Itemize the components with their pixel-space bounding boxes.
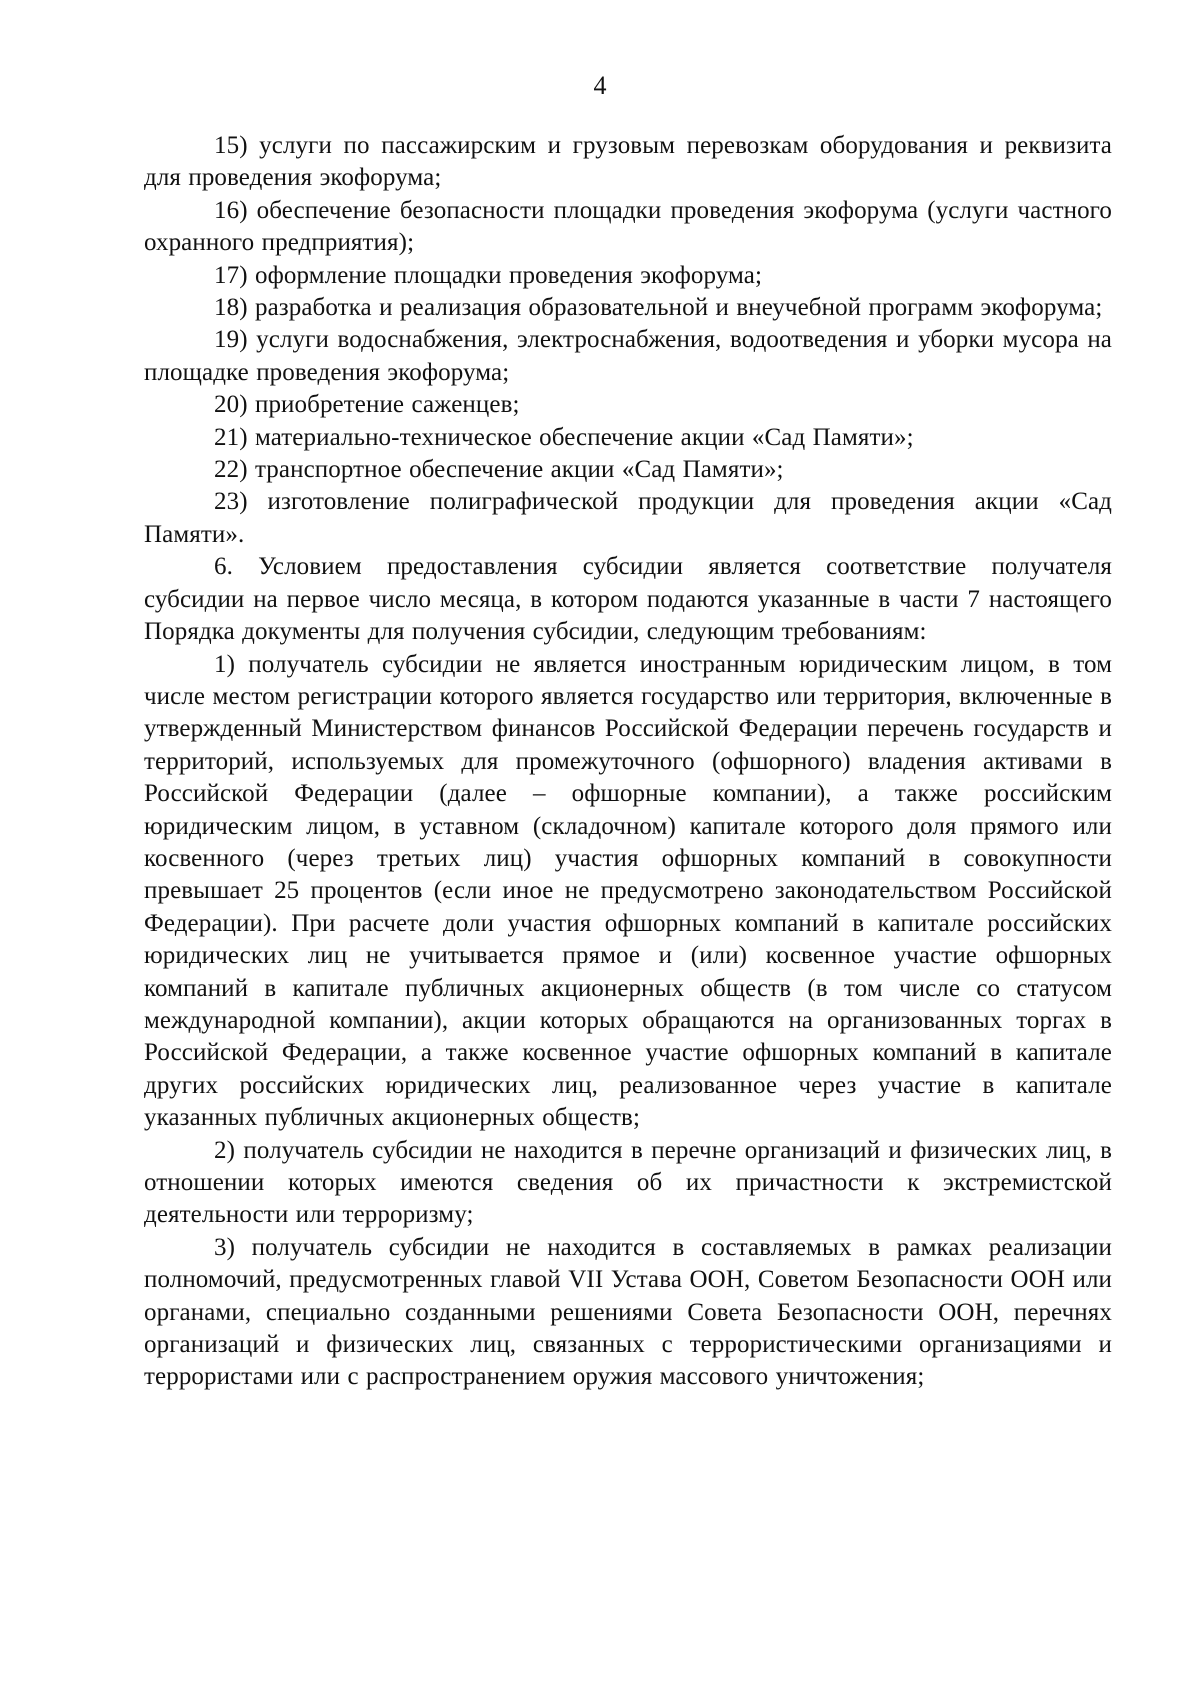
list-item-22: 22) транспортное обеспечение акции «Сад Памяти»; [214,456,784,484]
list-item-20: 20) приобретение саженцев; [214,391,520,419]
list-item-21: 21) материально-техническое обеспечение акции «Сад Памяти»; [214,423,914,451]
requirement-1: 1) получатель субсидии не является иностранным юридическим лицом, в том числе местом регистрации которого является государство или территория, включенные в утвержденный Министерством финансов Российской Федерации перечень государств и территорий, используемых для промежуточного (офшорного) владения активами в Российской Федерации (далее – офшорные компании), а также российским юридическим лицом, в уставном (складочном) капитале которого доля прямого или косвенного (через третьих лиц) участия офшорных компаний в совокупности превышает 25 процентов (если иное не предусмотрено законодательством Российской Федерации). При расчете доли участия офшорных компаний в капитале российских юридических лиц не учитывается прямое и (или) косвенное участие офшорных компаний в капитале публичных акционерных обществ (в том числе со статусом международной компании), акции которых обращаются на организованных торгах в Российской Федерации, а также косвенное участие офшорных компаний в капитале других российских юридических лиц, реализованное через участие в капитале указанных публичных акционерных обществ; [144,650,1112,1132]
section-6-paragraph: 6. Условием предоставления субсидии является соответствие получателя субсидии на первое число месяца, в котором подаются указанные в части 7 настоящего Порядка документы для получения субсидии, следующим требованиям: [144,553,1112,646]
list-item-23: 23) изготовление полиграфической продукции для проведения акции «Сад Памяти». [144,488,1112,548]
document-body [144,130,1112,1394]
requirement-3: 3) получатель субсидии не находится в составляемых в рамках реализации полномочий, предусмотренных главой VII Устава ООН, Советом Безопасности ООН или органами, специально созданными решениями Совета Безопасности ООН, перечнях организаций и физических лиц, связанных с террористическими организациями и террористами или с распространением оружия массового уничтожения; [144,1233,1112,1391]
list-item-18: 18) разработка и реализация образовательной и внеучебной программ экофорума; [214,294,1103,322]
page-number: 4 [593,71,607,100]
list-item-17: 17) оформление площадки проведения экофорума; [214,261,763,289]
list-item-19: 19) услуги водоснабжения, электроснабжения, водоотведения и уборки мусора на площадке проведения экофорума; [144,326,1112,386]
list-item-16: 16) обеспечение безопасности площадки проведения экофорума (услуги частного охранного предприятия); [144,196,1112,257]
requirement-2: 2) получатель субсидии не находится в перечне организаций и физических лиц, в отношении которых имеются сведения об их причастности к экстремистской деятельности или терроризму; [144,1136,1112,1229]
list-item-15: 15) услуги по пассажирским и грузовым перевозкам оборудования и реквизита для проведения экофорума; [144,132,1112,192]
